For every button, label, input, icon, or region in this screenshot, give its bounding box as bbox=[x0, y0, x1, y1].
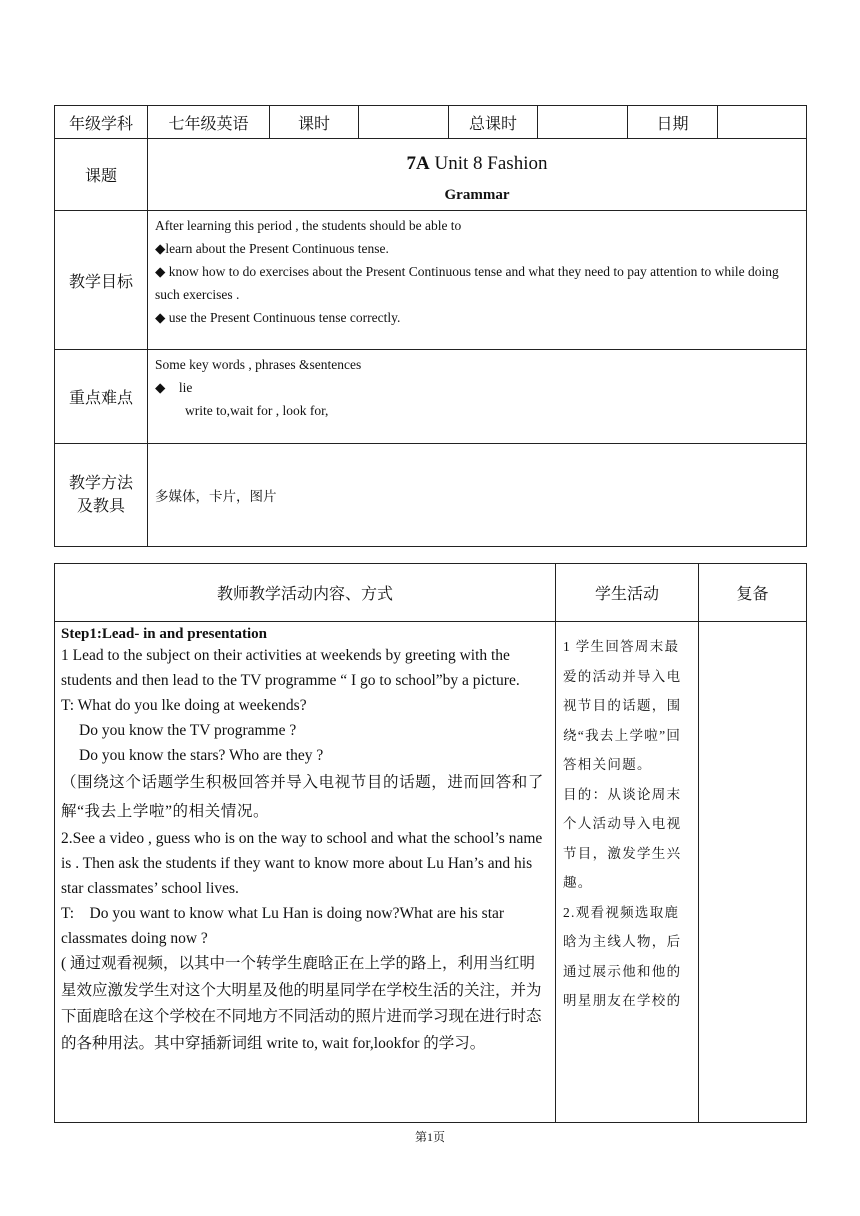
review-header: 复备 bbox=[699, 564, 807, 622]
objectives-label: 教学目标 bbox=[55, 211, 148, 350]
page-number: 第1页 bbox=[414, 1130, 445, 1144]
methods-label bbox=[55, 444, 148, 547]
grade-label: 年级学科 bbox=[55, 106, 148, 139]
lesson-subtitle: Grammar bbox=[444, 186, 510, 203]
objective-line: After learning this period , the students should be able to bbox=[155, 218, 462, 233]
review-cell bbox=[699, 622, 807, 1123]
total-periods-label: 总课时 bbox=[449, 106, 538, 139]
teacher-activity-cell bbox=[55, 622, 556, 1123]
lesson-info-table bbox=[54, 105, 807, 547]
methods-label-line2: 及教具 bbox=[76, 498, 125, 515]
date-label: 日期 bbox=[628, 106, 718, 139]
activity-table bbox=[54, 563, 807, 1123]
period-label: 课时 bbox=[270, 106, 359, 139]
activity-paragraph: Do you know the stars? Who are they ? bbox=[79, 747, 324, 764]
student-activity-header: 学生活动 bbox=[556, 564, 699, 622]
student-activity-text: 2.观看视频选取鹿晗为主线人物，后通过展示他和他的明星朋友在学校的 bbox=[563, 904, 682, 1008]
topic-label: 课题 bbox=[55, 139, 148, 211]
key-line: write to,wait for , look for, bbox=[185, 403, 329, 418]
activity-paragraph: 1 Lead to the subject on their activities at weekends by greeting with the students and then lead to the TV programme “ I go to school”by a picture. bbox=[61, 647, 520, 689]
student-activity-text: 目的：从谈论周末个人活动导入电视节目，激发学生兴趣。 bbox=[563, 786, 682, 890]
key-points-cell bbox=[148, 350, 807, 444]
topic-cell bbox=[148, 139, 807, 211]
methods-value: 多媒体，卡片，图片 bbox=[148, 444, 807, 547]
key-line: ◆ lie bbox=[155, 380, 193, 395]
lesson-title-bold: 7A bbox=[406, 152, 430, 174]
student-activity-cell bbox=[556, 622, 699, 1123]
activity-paragraph: Do you know the TV programme ? bbox=[79, 722, 297, 739]
objective-line: ◆ know how to do exercises about the Present Continuous tense and what they need to pay attention to while doing such exercises . bbox=[155, 264, 779, 302]
activity-paragraph: T: Do you want to know what Lu Han is doing now?What are his star classmates doing now ? bbox=[61, 905, 508, 947]
key-line: Some key words , phrases &sentences bbox=[155, 357, 362, 372]
lesson-title-rest: Unit 8 Fashion bbox=[429, 152, 548, 174]
student-activity-text: 1 学生回答周末最爱的活动并导入电视节目的话题，围绕“我去上学啦”回答相关问题。 bbox=[563, 639, 682, 772]
date-value bbox=[718, 106, 807, 139]
objective-line: ◆learn about the Present Continuous tense. bbox=[155, 241, 389, 256]
key-points-label: 重点难点 bbox=[55, 350, 148, 444]
step-title: Step1:Lead- in and presentation bbox=[61, 626, 268, 642]
grade-value: 七年级英语 bbox=[148, 106, 270, 139]
activity-paragraph: T: What do you lke doing at weekends? bbox=[61, 697, 307, 714]
objective-line: ◆ use the Present Continuous tense correctly. bbox=[155, 310, 401, 325]
activity-paragraph: ( 通过观看视频，以其中一个转学生鹿晗正在上学的路上，利用当红明星效应激发学生对这个大明星及他的明星同学在学校生活的关注，并为下面鹿晗在这个学校在不同地方不同活动的照片进而学习现在进行时态的各种用法。其中穿插新词组 write to, wait for,lookfor 的学习。 bbox=[61, 955, 542, 1052]
objectives-cell bbox=[148, 211, 807, 350]
activity-paragraph: （围绕这个话题学生积极回答并导入电视节目的话题，进而回答和了解“我去上学啦”的相关情况。 bbox=[61, 774, 545, 820]
period-value bbox=[359, 106, 449, 139]
total-periods-value bbox=[538, 106, 628, 139]
methods-label-line1: 教学方法 bbox=[68, 475, 133, 492]
teacher-activity-header: 教师教学活动内容、方式 bbox=[55, 564, 556, 622]
lesson-title bbox=[148, 145, 806, 177]
activity-paragraph: 2.See a video , guess who is on the way to school and what the school’s name is . Then ask the students if they want to know more about Lu Han’s and his star classmates’ school lives. bbox=[61, 830, 543, 897]
